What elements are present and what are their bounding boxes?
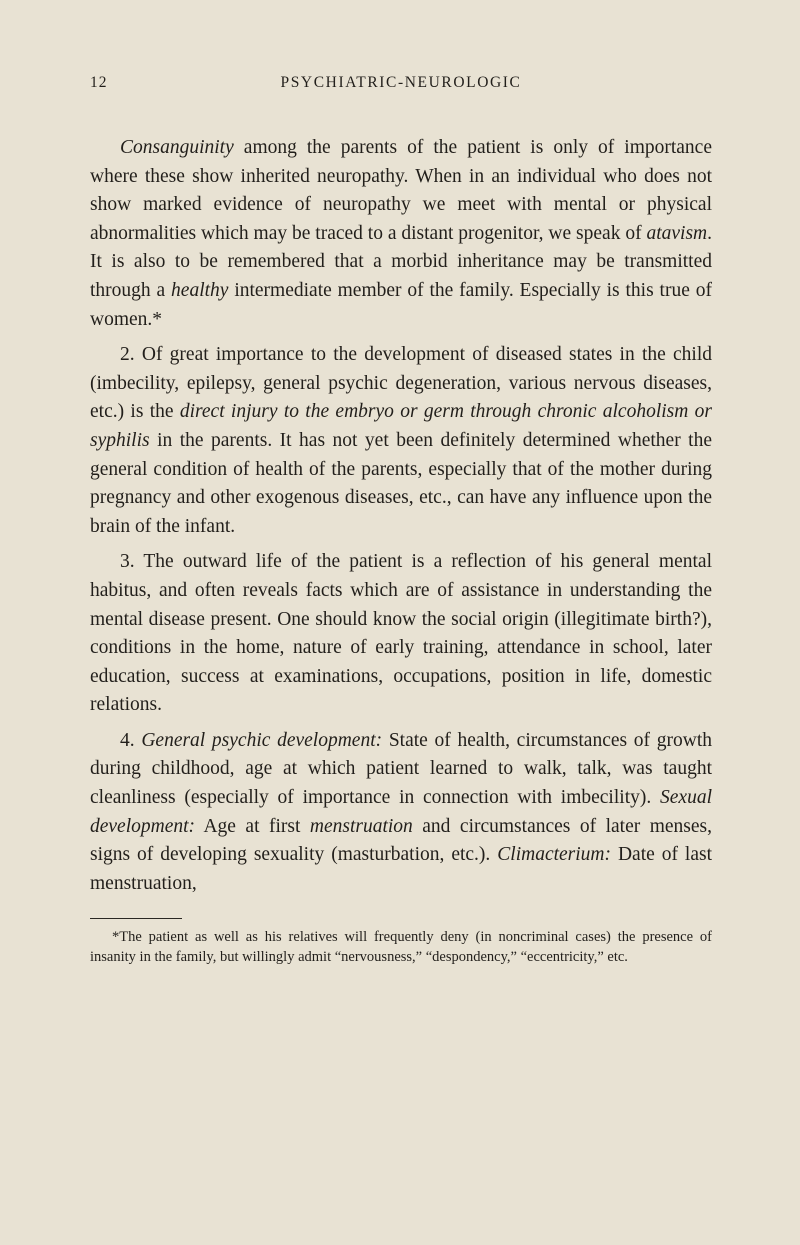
text-run: 3. The outward life of the patient is a reflection of his general mental habitus, and often reveals facts which are of assistance in understanding the mental disease present. One should know the social origin (illegitimate birth?), conditions in the home, nature of early training, attendance in school, later education, success at examinations, occupations, position in life, domestic relations. [90,551,712,716]
text-run: among the parents of the patient is only of importance where these show inherited neuropathy. When in an individual who does not show marked evidence of neuropathy we meet with mental or physical abnormalities which may be traced to a distant progenitor, we speak of [90,137,712,244]
paragraph [90,727,712,899]
italic-text-run: direct injury to the embryo or germ through chronic alcoholism or syphilis [90,401,712,451]
italic-text-run: menstruation [309,815,413,837]
footnote-text [90,928,712,967]
page-header [90,74,712,98]
text-run: Age at first [195,815,310,837]
italic-text-run: Consanguinity [120,137,234,158]
italic-text-run: Climacterium: [497,844,611,866]
paragraph [90,134,712,334]
text-run: *The patient as well as his relatives will frequently deny (in noncriminal cases) the presence of insanity in the family, but willingly admit “nervousness,” “despondency,” “eccentricity,” etc. [90,929,712,965]
text-run: 4. [120,729,142,751]
text-run: and circumstances of later menses, signs of developing sexuality (masturbation, etc.). [90,815,712,866]
italic-text-run: General psychic development: [141,729,383,751]
running-title: PSYCHIATRIC-NEUROLOGIC [280,74,522,91]
text-run: State of health, circumstances of growth during childhood, age at which patient learned to walk, talk, was taught cleanliness (especially of importance in connection with imbecility). [90,729,712,809]
footnote-rule [90,918,182,919]
paragraph [90,548,712,720]
italic-text-run: Sexual development: [90,787,712,837]
text-run: Date of last menstruation, [90,844,712,894]
body-paragraphs [90,134,712,898]
paragraph [90,341,712,541]
text-run: intermediate member of the family. Especially is this true of women.* [90,279,712,330]
italic-text-run: atavism [646,222,708,244]
text-run: 2. Of great importance to the development of diseased states in the child (imbecility, epilepsy, general psychic degeneration, various nervous diseases, etc.) is the [90,344,712,423]
text-run: . It is also to be remembered that a morbid inheritance may be transmitted through a [90,222,712,301]
page-number: 12 [90,74,108,91]
text-run: in the parents. It has not yet been definitely determined whether the general condition of health of the parents, especially that of the mother during pregnancy and other exogenous diseases, etc., can have any influence upon the brain of the infant. [90,429,712,537]
book-page [90,74,712,967]
italic-text-run: healthy [171,279,229,301]
